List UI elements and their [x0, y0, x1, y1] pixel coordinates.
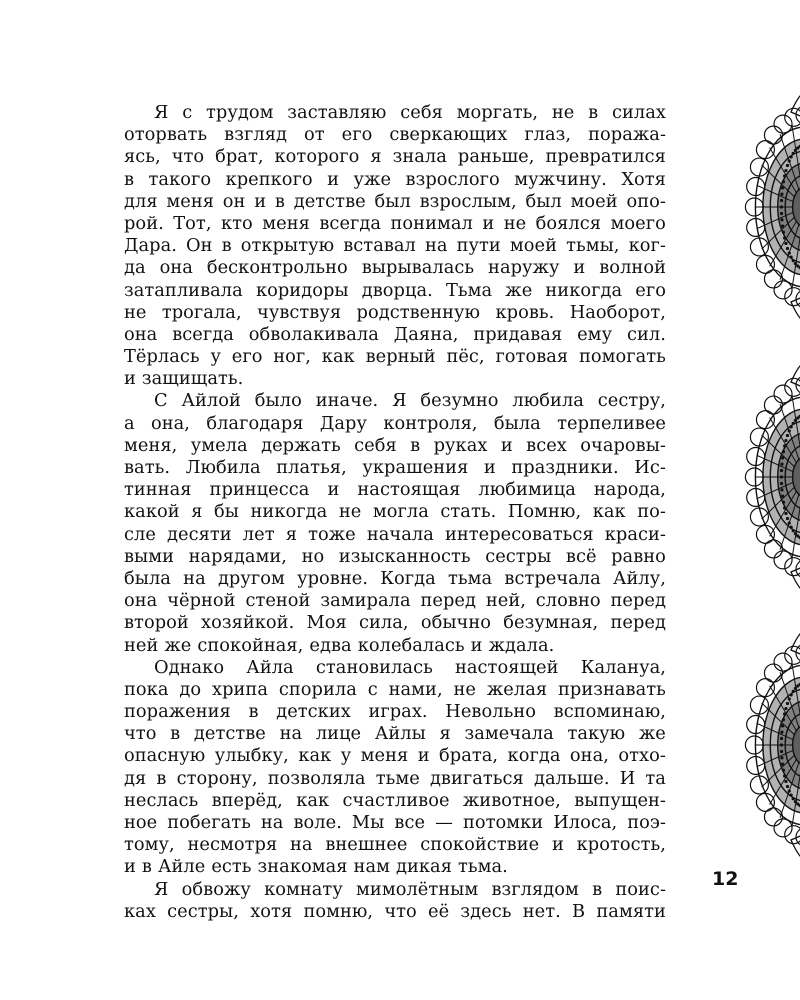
text-line: и защищать.	[124, 368, 244, 390]
text-line: сле десяти лет я тоже начала интересоваться краси-	[124, 523, 666, 545]
text-line: меня, умела держать себя в руках и всех очаровы-	[124, 434, 666, 456]
text-line: ное побегать на воле. Мы все — потомки Илоса, поэ-	[124, 812, 666, 833]
text-line: второй хозяйкой. Моя сила, обычно безумная, перед	[124, 612, 666, 634]
mandala-ornament-top-icon	[710, 92, 800, 322]
mandala-ornament-bottom-icon	[710, 630, 800, 860]
text-line: для меня он и в детстве был взрослым, был моей опо-	[124, 190, 666, 212]
text-line: выми нарядами, но изысканность сестры всё равно	[124, 545, 666, 567]
text-line: она всегда обволакивала Даяна, придавая ему сил.	[124, 323, 666, 345]
page-number: 12	[712, 868, 739, 890]
text-line: не трогала, чувствуя родственную кровь. Наоборот,	[124, 301, 666, 323]
text-line: тинная принцесса и настоящая любимица народа,	[124, 479, 666, 501]
text-line: а она, благодаря Дару контроля, была терпеливее	[124, 412, 666, 434]
text-line: что в детстве на лице Айлы я замечала такую же	[124, 723, 666, 745]
text-line: ясь, что брат, которого я знала раньше, превратился	[124, 146, 666, 168]
text-line: тому, несмотря на внешнее спокойствие и кротость,	[124, 834, 666, 856]
text-line: опасную улыбку, как у меня и брата, когда она, отхо-	[124, 745, 666, 767]
text-line: Я с трудом заставляю себя моргать, не в силах	[154, 102, 666, 123]
text-line: была на другом уровне. Когда тьма встречала Айлу,	[124, 567, 666, 589]
text-line: Я обвожу комнату мимолётным взглядом в поис-	[154, 878, 666, 900]
text-line: поражения в детских играх. Невольно вспоминаю,	[124, 701, 666, 723]
text-line: ней же спокойная, едва колебалась и ждала.	[124, 634, 555, 656]
text-line: какой я бы никогда не могла стать. Помню, как по-	[124, 501, 666, 523]
body-text	[124, 102, 666, 923]
text-line: неслась вперёд, как счастливое животное, выпущен-	[124, 789, 666, 811]
text-line: Однако Айла становилась настоящей Калануа,	[154, 656, 666, 678]
text-line: она чёрной стеной замирала перед ней, словно перед	[124, 590, 666, 612]
text-line: С Айлой было иначе. Я безумно любила сестру,	[154, 390, 666, 412]
text-line: рой. Тот, кто меня всегда понимал и не боялся моего	[124, 212, 666, 234]
text-line: ках сестры, хотя помню, что её здесь нет. В памяти	[124, 900, 666, 922]
text-line: в такого крепкого и уже взрослого мужчину. Хотя	[124, 168, 666, 190]
text-line: пока до хрипа спорила с нами, не желая признавать	[124, 678, 666, 700]
text-line: оторвать взгляд от его сверкающих глаз, поража-	[124, 124, 666, 146]
text-line: дя в сторону, позволяла тьме двигаться дальше. И та	[124, 767, 666, 789]
text-line: Тёрлась у его ног, как верный пёс, готовая помогать	[124, 346, 666, 368]
text-line: Дара. Он в открытую вставал на пути моей тьмы, ког-	[124, 235, 666, 257]
text-line: вать. Любила платья, украшения и праздники. Ис-	[124, 457, 666, 478]
text-line: затапливала коридоры дворца. Тьма же никогда его	[124, 279, 666, 301]
text-line: да она бесконтрольно вырывалась наружу и волной	[124, 257, 666, 279]
text-line: и в Айле есть знакомая нам дикая тьма.	[124, 856, 508, 878]
mandala-ornament-middle-icon	[710, 362, 800, 592]
